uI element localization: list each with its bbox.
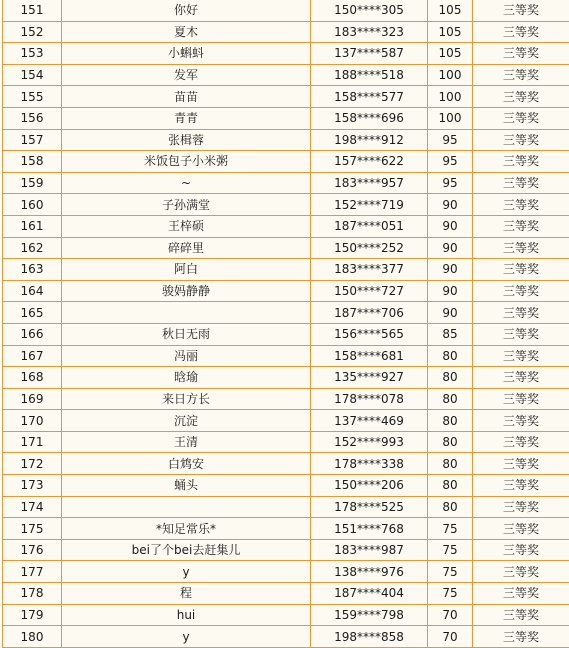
phone-cell: 137****587 <box>311 43 428 65</box>
phone-cell: 188****518 <box>311 64 428 86</box>
prize-cell: 三等奖 <box>473 194 569 216</box>
prize-cell: 三等奖 <box>473 302 569 324</box>
score-cell: 105 <box>428 21 473 43</box>
rank-cell: 162 <box>3 237 62 259</box>
name-cell: 程 <box>62 583 311 605</box>
name-cell: 白鸩安 <box>62 453 311 475</box>
name-cell: bei了个bei去赶集儿 <box>62 539 311 561</box>
rank-cell: 153 <box>3 43 62 65</box>
rank-cell: 163 <box>3 259 62 281</box>
score-cell: 75 <box>428 561 473 583</box>
table-row <box>3 496 569 518</box>
rank-cell: 158 <box>3 151 62 173</box>
prize-cell: 三等奖 <box>473 561 569 583</box>
table-row <box>3 367 569 389</box>
prize-cell: 三等奖 <box>473 151 569 173</box>
prize-cell: 三等奖 <box>473 367 569 389</box>
table-row <box>3 583 569 605</box>
table-row <box>3 259 569 281</box>
name-cell: 沉淀 <box>62 410 311 432</box>
prize-cell: 三等奖 <box>473 43 569 65</box>
name-cell: 秋日无雨 <box>62 323 311 345</box>
prize-cell: 三等奖 <box>473 21 569 43</box>
rank-cell: 166 <box>3 323 62 345</box>
table-row <box>3 107 569 129</box>
score-cell: 80 <box>428 453 473 475</box>
score-cell: 80 <box>428 388 473 410</box>
score-cell: 90 <box>428 194 473 216</box>
name-cell: hui <box>62 604 311 626</box>
name-cell: 子孙满堂 <box>62 194 311 216</box>
score-cell: 80 <box>428 475 473 497</box>
name-cell: 张楫蓉 <box>62 129 311 151</box>
score-cell: 95 <box>428 151 473 173</box>
phone-cell: 137****469 <box>311 410 428 432</box>
table-row <box>3 626 569 648</box>
prize-cell: 三等奖 <box>473 453 569 475</box>
name-cell: 夏木 <box>62 21 311 43</box>
winners-table-body <box>3 0 569 647</box>
name-cell: 蛹头 <box>62 475 311 497</box>
phone-cell: 198****912 <box>311 129 428 151</box>
name-cell: 小蝌蚪 <box>62 43 311 65</box>
score-cell: 90 <box>428 215 473 237</box>
rank-cell: 160 <box>3 194 62 216</box>
rank-cell: 170 <box>3 410 62 432</box>
table-row <box>3 172 569 194</box>
score-cell: 100 <box>428 86 473 108</box>
score-cell: 90 <box>428 302 473 324</box>
score-cell: 105 <box>428 0 473 21</box>
score-cell: 80 <box>428 431 473 453</box>
name-cell: 骏妈静静 <box>62 280 311 302</box>
phone-cell: 150****305 <box>311 0 428 21</box>
score-cell: 85 <box>428 323 473 345</box>
prize-cell: 三等奖 <box>473 0 569 21</box>
name-cell <box>62 302 311 324</box>
prize-cell: 三等奖 <box>473 86 569 108</box>
rank-cell: 179 <box>3 604 62 626</box>
score-cell: 80 <box>428 410 473 432</box>
name-cell: 发军 <box>62 64 311 86</box>
phone-cell: 152****993 <box>311 431 428 453</box>
phone-cell: 151****768 <box>311 518 428 540</box>
rank-cell: 178 <box>3 583 62 605</box>
name-cell: 青青 <box>62 107 311 129</box>
rank-cell: 151 <box>3 0 62 21</box>
prize-cell: 三等奖 <box>473 215 569 237</box>
table-row <box>3 475 569 497</box>
score-cell: 80 <box>428 367 473 389</box>
rank-cell: 152 <box>3 21 62 43</box>
phone-cell: 183****987 <box>311 539 428 561</box>
table-row <box>3 388 569 410</box>
phone-cell: 138****976 <box>311 561 428 583</box>
table-row <box>3 280 569 302</box>
name-cell: 阿白 <box>62 259 311 281</box>
rank-cell: 161 <box>3 215 62 237</box>
table-row <box>3 237 569 259</box>
prize-cell: 三等奖 <box>473 280 569 302</box>
name-cell: 王清 <box>62 431 311 453</box>
table-row <box>3 410 569 432</box>
prize-cell: 三等奖 <box>473 259 569 281</box>
prize-cell: 三等奖 <box>473 64 569 86</box>
table-row <box>3 604 569 626</box>
prize-cell: 三等奖 <box>473 410 569 432</box>
table-row <box>3 21 569 43</box>
score-cell: 90 <box>428 280 473 302</box>
phone-cell: 198****858 <box>311 626 428 648</box>
phone-cell: 150****727 <box>311 280 428 302</box>
prize-cell: 三等奖 <box>473 604 569 626</box>
table-row <box>3 561 569 583</box>
rank-cell: 172 <box>3 453 62 475</box>
table-row <box>3 43 569 65</box>
winners-table <box>2 0 569 648</box>
score-cell: 75 <box>428 518 473 540</box>
prize-cell: 三等奖 <box>473 496 569 518</box>
rank-cell: 180 <box>3 626 62 648</box>
name-cell: 来日方长 <box>62 388 311 410</box>
name-cell: y <box>62 561 311 583</box>
table-row <box>3 215 569 237</box>
table-row <box>3 151 569 173</box>
name-cell: 冯丽 <box>62 345 311 367</box>
table-row <box>3 194 569 216</box>
rank-cell: 164 <box>3 280 62 302</box>
score-cell: 105 <box>428 43 473 65</box>
prize-cell: 三等奖 <box>473 626 569 648</box>
rank-cell: 154 <box>3 64 62 86</box>
table-row <box>3 323 569 345</box>
table-row <box>3 518 569 540</box>
phone-cell: 183****323 <box>311 21 428 43</box>
phone-cell: 150****206 <box>311 475 428 497</box>
name-cell: *知足常乐* <box>62 518 311 540</box>
prize-cell: 三等奖 <box>473 107 569 129</box>
score-cell: 100 <box>428 64 473 86</box>
table-row <box>3 86 569 108</box>
rank-cell: 155 <box>3 86 62 108</box>
score-cell: 75 <box>428 583 473 605</box>
prize-cell: 三等奖 <box>473 539 569 561</box>
rank-cell: 168 <box>3 367 62 389</box>
name-cell: 碎碎里 <box>62 237 311 259</box>
phone-cell: 183****377 <box>311 259 428 281</box>
table-row <box>3 539 569 561</box>
score-cell: 90 <box>428 259 473 281</box>
phone-cell: 178****525 <box>311 496 428 518</box>
score-cell: 100 <box>428 107 473 129</box>
table-row <box>3 64 569 86</box>
phone-cell: 187****706 <box>311 302 428 324</box>
table-row <box>3 129 569 151</box>
score-cell: 80 <box>428 345 473 367</box>
phone-cell: 178****338 <box>311 453 428 475</box>
name-cell: 王梓硕 <box>62 215 311 237</box>
prize-cell: 三等奖 <box>473 172 569 194</box>
rank-cell: 175 <box>3 518 62 540</box>
table-row <box>3 431 569 453</box>
phone-cell: 156****565 <box>311 323 428 345</box>
prize-cell: 三等奖 <box>473 475 569 497</box>
rank-cell: 174 <box>3 496 62 518</box>
prize-cell: 三等奖 <box>473 129 569 151</box>
phone-cell: 158****577 <box>311 86 428 108</box>
rank-cell: 157 <box>3 129 62 151</box>
score-cell: 70 <box>428 626 473 648</box>
table-row <box>3 302 569 324</box>
score-cell: 90 <box>428 237 473 259</box>
score-cell: 75 <box>428 539 473 561</box>
name-cell: ~ <box>62 172 311 194</box>
phone-cell: 159****798 <box>311 604 428 626</box>
prize-cell: 三等奖 <box>473 518 569 540</box>
score-cell: 70 <box>428 604 473 626</box>
name-cell: 苗苗 <box>62 86 311 108</box>
phone-cell: 187****404 <box>311 583 428 605</box>
rank-cell: 173 <box>3 475 62 497</box>
phone-cell: 183****957 <box>311 172 428 194</box>
prize-cell: 三等奖 <box>473 583 569 605</box>
phone-cell: 152****719 <box>311 194 428 216</box>
score-cell: 95 <box>428 129 473 151</box>
rank-cell: 176 <box>3 539 62 561</box>
name-cell: 你好 <box>62 0 311 21</box>
rank-cell: 159 <box>3 172 62 194</box>
name-cell: 米饭包子小米粥 <box>62 151 311 173</box>
rank-cell: 177 <box>3 561 62 583</box>
rank-cell: 156 <box>3 107 62 129</box>
name-cell: 晗瑜 <box>62 367 311 389</box>
rank-cell: 171 <box>3 431 62 453</box>
rank-cell: 169 <box>3 388 62 410</box>
table-row <box>3 345 569 367</box>
prize-cell: 三等奖 <box>473 237 569 259</box>
prize-cell: 三等奖 <box>473 345 569 367</box>
prize-cell: 三等奖 <box>473 431 569 453</box>
phone-cell: 135****927 <box>311 367 428 389</box>
phone-cell: 187****051 <box>311 215 428 237</box>
score-cell: 95 <box>428 172 473 194</box>
rank-cell: 165 <box>3 302 62 324</box>
prize-cell: 三等奖 <box>473 323 569 345</box>
table-row <box>3 453 569 475</box>
phone-cell: 158****681 <box>311 345 428 367</box>
name-cell <box>62 496 311 518</box>
phone-cell: 150****252 <box>311 237 428 259</box>
prize-cell: 三等奖 <box>473 388 569 410</box>
score-cell: 80 <box>428 496 473 518</box>
phone-cell: 157****622 <box>311 151 428 173</box>
phone-cell: 158****696 <box>311 107 428 129</box>
phone-cell: 178****078 <box>311 388 428 410</box>
rank-cell: 167 <box>3 345 62 367</box>
name-cell: y <box>62 626 311 648</box>
table-row <box>3 0 569 21</box>
